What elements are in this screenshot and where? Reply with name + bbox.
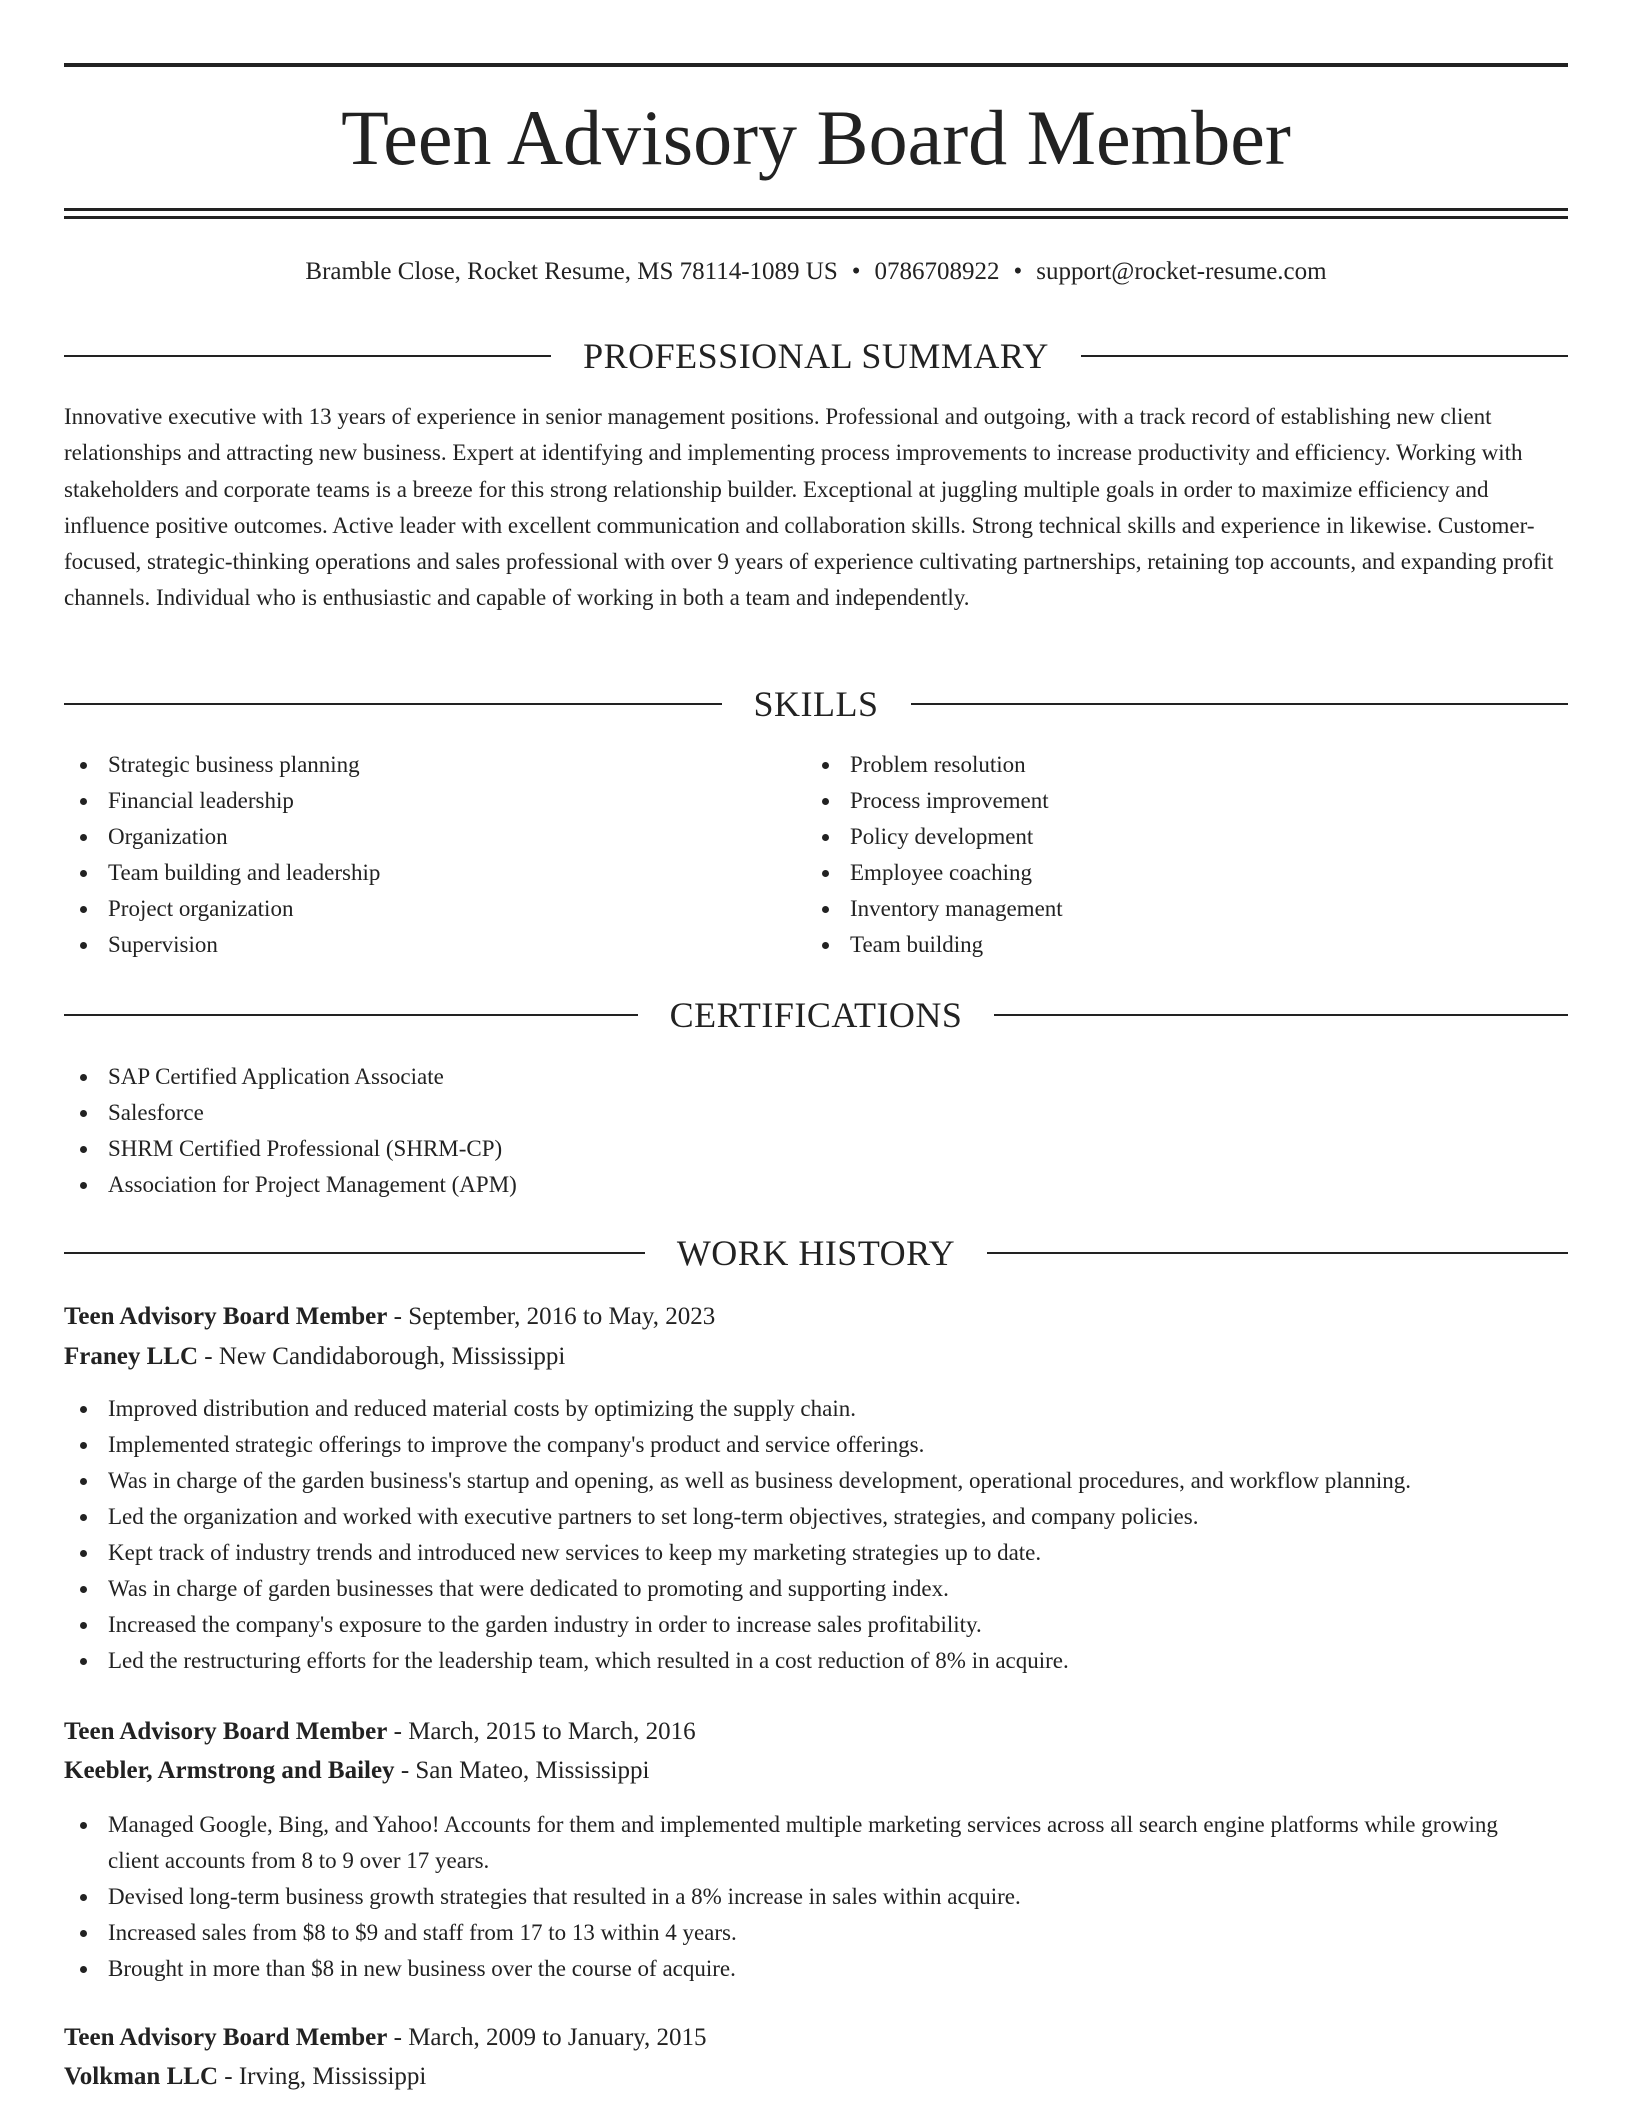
contact-line: [64, 255, 1568, 289]
skill-item: Supervision: [64, 927, 806, 963]
job-bullet: Devised long-term business growth strategies that resulted in a 8% increase in sales within acquire.: [64, 1879, 1544, 1915]
job-title: Teen Advisory Board Member: [64, 1718, 388, 1745]
job-title-line: [64, 1714, 1568, 1750]
double-rule-lower: [64, 216, 1568, 219]
job-location: - New Candidaborough, Mississippi: [198, 1343, 566, 1370]
job-bullet: Improved distribution and reduced material costs by optimizing the supply chain.: [64, 1391, 1568, 1427]
job-bullet: Led the organization and worked with executive partners to set long-term objectives, strategies, and company policies.: [64, 1499, 1568, 1535]
job-company-line: [64, 1753, 1568, 1789]
job-bullet: Was in charge of the garden business's startup and opening, as well as business development, operational procedures, and workflow planning.: [64, 1463, 1568, 1499]
section-heading-summary: [64, 334, 1568, 378]
skill-item: Team building and leadership: [64, 855, 806, 891]
job-bullet: Was in charge of garden businesses that were dedicated to promoting and supporting index.: [64, 1571, 1568, 1607]
contact-address: Bramble Close, Rocket Resume, MS 78114-1089 US: [305, 258, 838, 285]
certification-item: SAP Certified Application Associate: [64, 1059, 1568, 1095]
job-dates: - September, 2016 to May, 2023: [387, 1303, 716, 1330]
skill-item: Strategic business planning: [64, 747, 806, 783]
contact-separator: •: [851, 258, 861, 285]
job-company: Volkman LLC: [64, 2063, 218, 2090]
skill-item: Organization: [64, 819, 806, 855]
job-location: - Irving, Mississippi: [218, 2063, 427, 2090]
job-company-line: [64, 2059, 1568, 2095]
heading-rule-left: [64, 703, 722, 705]
job-title: Teen Advisory Board Member: [64, 2024, 388, 2051]
skill-item: Employee coaching: [806, 855, 1568, 891]
section-heading-certifications: [64, 993, 1568, 1037]
certification-item: Association for Project Management (APM): [64, 1167, 1568, 1203]
skill-item: Process improvement: [806, 783, 1568, 819]
section-title: CERTIFICATIONS: [669, 995, 963, 1035]
job-bullet: Implemented strategic offerings to improve the company's product and service offerings.: [64, 1427, 1568, 1463]
job-title-line: [64, 2020, 1568, 2056]
skill-item: Problem resolution: [806, 747, 1568, 783]
job-title-line: [64, 1299, 1568, 1335]
job-dates: - March, 2009 to January, 2015: [387, 2024, 707, 2051]
section-title: SKILLS: [753, 684, 879, 724]
job-bullet: Increased sales from $8 to $9 and staff from 17 to 13 within 4 years.: [64, 1915, 1544, 1951]
job-company-line: [64, 1339, 1568, 1375]
job-bullets: [64, 1807, 1544, 1987]
skill-item: Financial leadership: [64, 783, 806, 819]
heading-rule-left: [64, 1252, 645, 1254]
heading-rule-right: [911, 703, 1569, 705]
section-heading-skills: [64, 682, 1568, 726]
skill-item: Inventory management: [806, 891, 1568, 927]
job-title: Teen Advisory Board Member: [64, 1303, 388, 1330]
job-location: - San Mateo, Mississippi: [394, 1757, 650, 1784]
job-bullets: [64, 1391, 1568, 1679]
resume-name: Teen Advisory Board Member: [341, 94, 1291, 181]
section-title: WORK HISTORY: [676, 1233, 956, 1273]
heading-rule-right: [994, 1014, 1568, 1016]
job-bullet: Managed Google, Bing, and Yahoo! Accounts for them and implemented multiple marketing services across all search engine platforms while growing client accounts from 8 to 9 over 17 years.: [64, 1807, 1544, 1879]
skills-list-right: [806, 747, 1568, 963]
section-heading-work-history: [64, 1231, 1568, 1275]
job-dates: - March, 2015 to March, 2016: [387, 1718, 696, 1745]
skill-item: Policy development: [806, 819, 1568, 855]
heading-rule-right: [1081, 355, 1568, 357]
contact-separator: •: [1013, 258, 1023, 285]
certification-item: SHRM Certified Professional (SHRM-CP): [64, 1131, 1568, 1167]
contact-phone: 0786708922: [874, 258, 1000, 285]
skill-item: Project organization: [64, 891, 806, 927]
certification-item: Salesforce: [64, 1095, 1568, 1131]
skills-list-left: [64, 747, 806, 963]
job-company: Franey LLC: [64, 1343, 199, 1370]
certifications-list: [64, 1059, 1568, 1203]
skill-item: Team building: [806, 927, 1568, 963]
heading-rule-left: [64, 355, 551, 357]
double-rule-upper: [64, 208, 1568, 211]
heading-rule-right: [987, 1252, 1568, 1254]
section-title: PROFESSIONAL SUMMARY: [583, 336, 1049, 376]
top-rule: [64, 63, 1568, 67]
job-bullet: Led the restructuring efforts for the leadership team, which resulted in a cost reduction of 8% in acquire.: [64, 1643, 1568, 1679]
job-bullet: Brought in more than $8 in new business over the course of acquire.: [64, 1951, 1544, 1987]
contact-email: support@rocket-resume.com: [1036, 258, 1327, 285]
job-company: Keebler, Armstrong and Bailey: [64, 1757, 395, 1784]
heading-rule-left: [64, 1014, 638, 1016]
job-bullet: Kept track of industry trends and introduced new services to keep my marketing strategies up to date.: [64, 1535, 1568, 1571]
job-bullet: Increased the company's exposure to the garden industry in order to increase sales profitability.: [64, 1607, 1568, 1643]
summary-paragraph: Innovative executive with 13 years of experience in senior management positions. Professional and outgoing, with a track record of establishing new client relationships and attracting new business. Expert at identifying and implementing process improvements to increase productivity and efficiency. Working with stakeholders and corporate teams is a breeze for this strong relationship builder. Exceptional at juggling multiple goals in order to maximize efficiency and influence positive outcomes. Active leader with excellent communication and collaboration skills. Strong technical skills and experience in likewise. Customer-focused, strategic-thinking operations and sales professional with over 9 years of experience cultivating partnerships, retaining top accounts, and expanding profit channels. Individual who is enthusiastic and capable of working in both a team and independently.: [64, 404, 1554, 611]
